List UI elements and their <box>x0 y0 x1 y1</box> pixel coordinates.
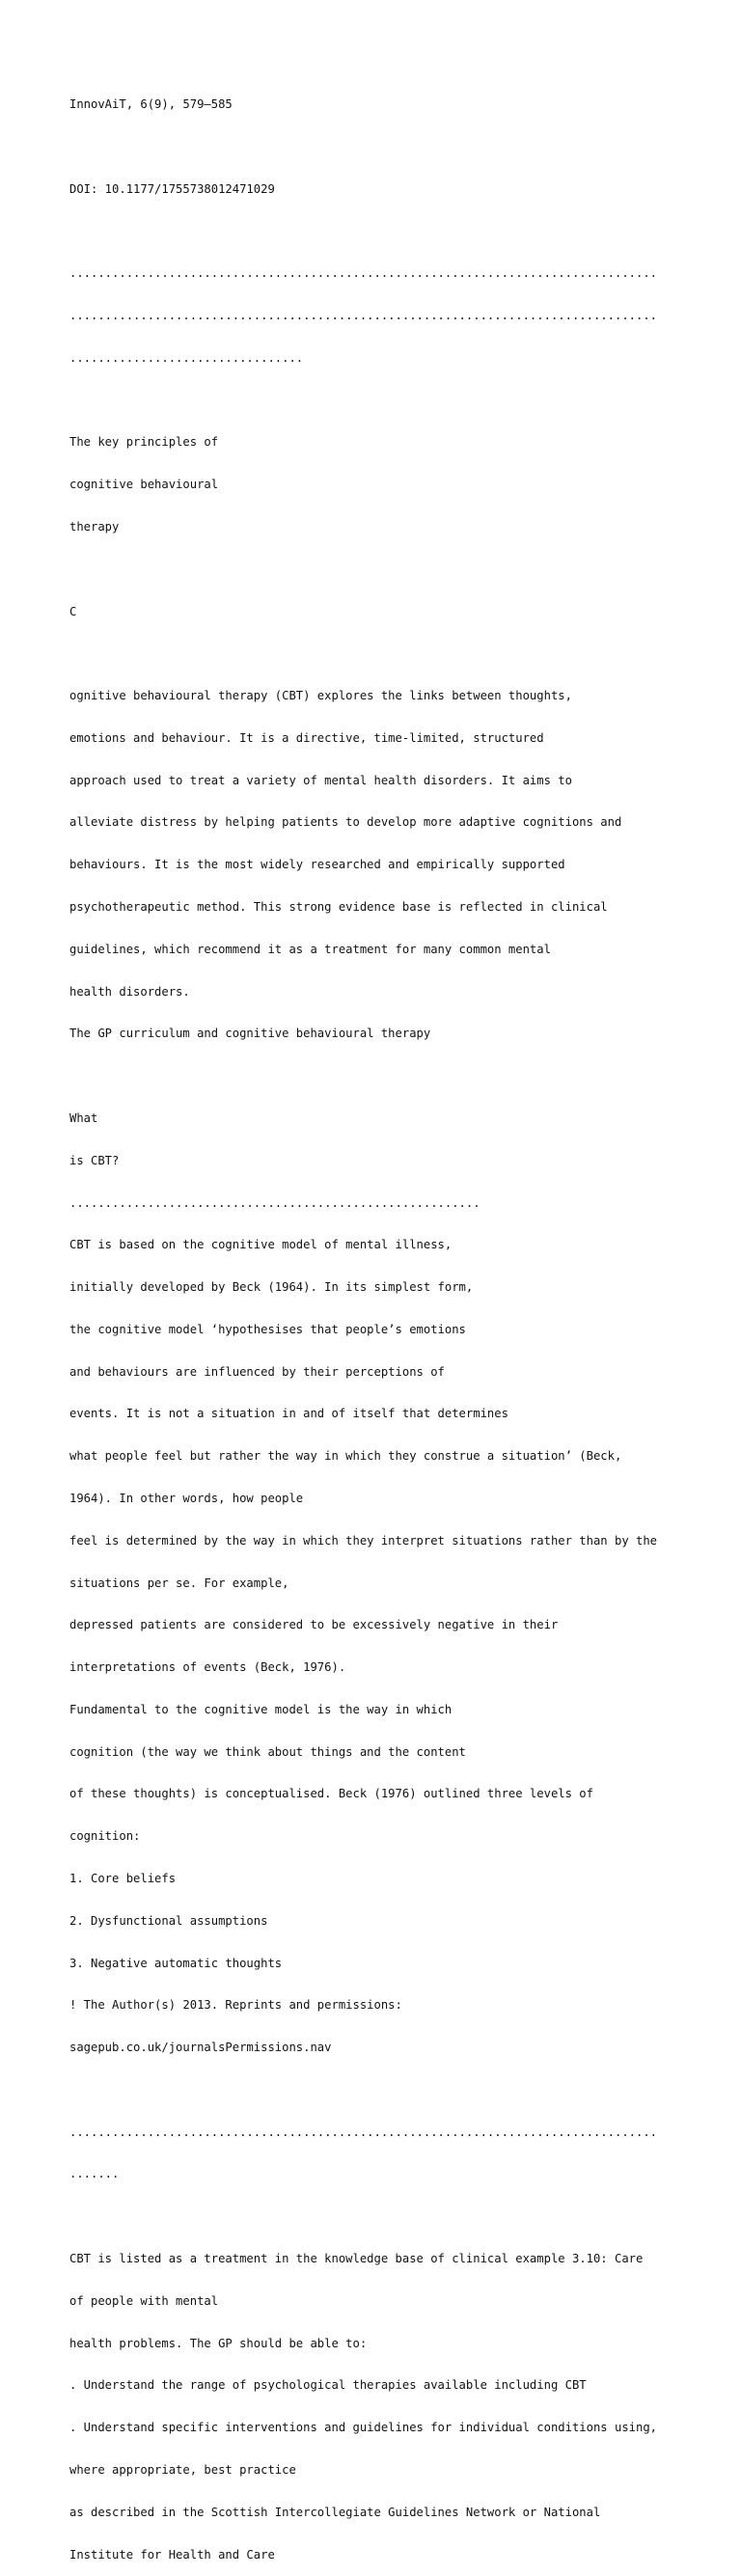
doi-line: DOI: 10.1177/1755738012471029 <box>69 181 275 196</box>
section-heading: is CBT? <box>69 1153 120 1167</box>
paragraph-line: cognition (the way we think about things and the content <box>69 1744 466 1759</box>
blank-line <box>69 2209 687 2224</box>
section-heading: The GP curriculum and cognitive behavioural therapy <box>69 1027 431 1041</box>
blank-line <box>69 1069 687 1083</box>
paragraph-line: CBT is listed as a treatment in the knowledge base of clinical example 3.10: Care <box>69 2252 644 2266</box>
dotted-rule: ................................................................................... <box>69 266 658 281</box>
paragraph-line: approach used to treat a variety of mental health disorders. It aims to <box>69 773 572 787</box>
dotted-rule: ................................................................................... <box>69 2124 658 2139</box>
citation-line: InnovAiT, 6(9), 579–585 <box>69 97 233 112</box>
paragraph-line: feel is determined by the way in which they interpret situations rather than by the <box>69 1533 658 1548</box>
paragraph-line: ognitive behavioural therapy (CBT) explores the links between thoughts, <box>69 689 572 703</box>
paragraph-line: depressed patients are considered to be excessively negative in their <box>69 1618 559 1632</box>
paragraph-line: guidelines, which recommend it as a treatment for many common mental <box>69 942 551 956</box>
paragraph-line: as described in the Scottish Intercollegiate Guidelines Network or National <box>69 2505 601 2519</box>
blank-line <box>69 562 687 577</box>
blank-line <box>69 2083 687 2097</box>
list-item: 3. Negative automatic thoughts <box>69 1956 283 1970</box>
paragraph-line: Fundamental to the cognitive model is the way in which <box>69 1702 453 1716</box>
document-body <box>69 69 687 2576</box>
paragraph-line: emotions and behaviour. It is a directive, time-limited, structured <box>69 730 544 745</box>
list-item: . Understand the range of psychological therapies available including CBT <box>69 2378 587 2393</box>
blank-line <box>69 646 687 661</box>
paragraph-line: of people with mental <box>69 2293 219 2308</box>
blank-line <box>69 225 687 239</box>
paragraph-line: of these thoughts) is conceptualised. Beck (1976) outlined three levels of <box>69 1787 593 1801</box>
paragraph-line: Institute for Health and Care <box>69 2547 275 2562</box>
paragraph-line: the cognitive model ‘hypothesises that people’s emotions <box>69 1322 466 1336</box>
dotted-rule: ....... <box>69 2167 120 2181</box>
dotted-rule: .......................................................... <box>69 1195 480 1210</box>
paragraph-line: health problems. The GP should be able to: <box>69 2336 368 2350</box>
paragraph-line: and behaviours are influenced by their perceptions of <box>69 1364 445 1379</box>
paragraph-line: situations per se. For example, <box>69 1576 289 1590</box>
paragraph-line: interpretations of events (Beck, 1976). <box>69 1660 346 1675</box>
list-item: 2. Dysfunctional assumptions <box>69 1913 268 1928</box>
dotted-rule: ................................................................................... <box>69 309 658 323</box>
paragraph-line: behaviours. It is the most widely researched and empirically supported <box>69 858 565 872</box>
article-title-line: cognitive behavioural <box>69 478 219 492</box>
paragraph-line: where appropriate, best practice <box>69 2462 296 2477</box>
list-item: 1. Core beliefs <box>69 1872 177 1885</box>
permissions-url: sagepub.co.uk/journalsPermissions.nav <box>69 2041 332 2055</box>
paragraph-line: CBT is based on the cognitive model of mental illness, <box>69 1238 453 1252</box>
section-heading: What <box>69 1110 98 1125</box>
paragraph-line: alleviate distress by helping patients to develop more adaptive cognitions and <box>69 815 622 830</box>
blank-line <box>69 140 687 154</box>
article-title-line: The key principles of <box>69 435 219 450</box>
paragraph-line: cognition: <box>69 1829 141 1844</box>
paragraph-line: events. It is not a situation in and of itself that determines <box>69 1407 508 1421</box>
paragraph-line: health disorders. <box>69 984 190 999</box>
paragraph-line: 1964). In other words, how people <box>69 1491 304 1505</box>
blank-line <box>69 394 687 408</box>
article-title-line: therapy <box>69 520 120 534</box>
paragraph-line: what people feel but rather the way in which they construe a situation’ (Beck, <box>69 1449 622 1464</box>
dotted-rule: ................................. <box>69 350 304 365</box>
paragraph-line: psychotherapeutic method. This strong evidence base is reflected in clinical <box>69 900 608 915</box>
copyright-line: ! The Author(s) 2013. Reprints and permissions: <box>69 1998 402 2013</box>
drop-cap: C <box>69 604 77 618</box>
list-item: . Understand specific interventions and guidelines for individual conditions using, <box>69 2421 658 2435</box>
paragraph-line: initially developed by Beck (1964). In its simplest form, <box>69 1280 474 1295</box>
